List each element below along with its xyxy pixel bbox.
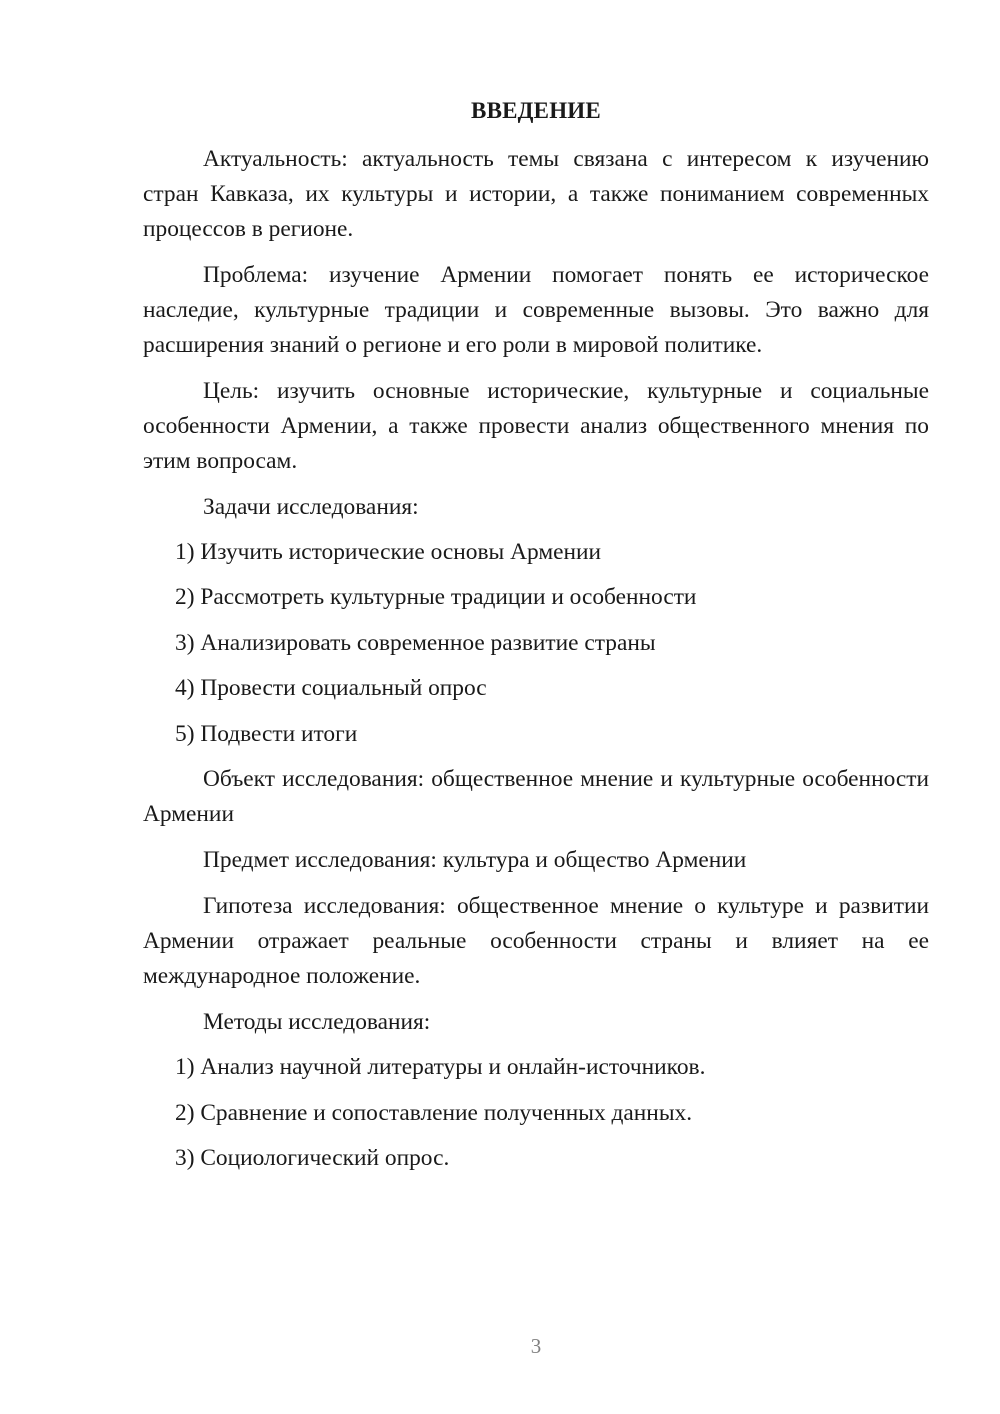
page-number: 3 bbox=[530, 1334, 542, 1358]
page-title: ВВЕДЕНИЕ bbox=[471, 98, 601, 123]
method-item: 1) Анализ научной литературы и онлайн-источников. bbox=[175, 1054, 706, 1080]
task-item: 4) Провести социальный опрос bbox=[175, 675, 487, 701]
methods-heading: Методы исследования: bbox=[203, 1009, 431, 1035]
task-item: 1) Изучить исторические основы Армении bbox=[175, 539, 602, 565]
object-paragraph: Объект исследования: общественное мнение и культурные особенности Армении bbox=[143, 766, 929, 827]
goal-paragraph: Цель: изучить основные исторические, культурные и социальные особенности Армении, а также провести анализ общественного мнения по этим вопросам. bbox=[143, 378, 929, 474]
hypothesis-paragraph: Гипотеза исследования: общественное мнение о культуре и развитии Армении отражает реальные особенности страны и влияет на ее международное положение. bbox=[143, 893, 929, 989]
method-item: 2) Сравнение и сопоставление полученных данных. bbox=[175, 1100, 693, 1126]
method-item: 3) Социологический опрос. bbox=[175, 1145, 450, 1171]
problem-paragraph: Проблема: изучение Армении помогает понять ее историческое наследие, культурные традиции и современные вызовы. Это важно для расширения знаний о регионе и его роли в мировой политике. bbox=[143, 262, 929, 358]
relevance-paragraph: Актуальность: актуальность темы связана с интересом к изучению стран Кавказа, их культуры и истории, а также пониманием современных процессов в регионе. bbox=[143, 146, 929, 242]
subject-paragraph: Предмет исследования: культура и общество Армении bbox=[203, 847, 747, 873]
task-item: 3) Анализировать современное развитие страны bbox=[175, 630, 656, 656]
task-item: 5) Подвести итоги bbox=[175, 721, 358, 747]
tasks-heading: Задачи исследования: bbox=[203, 494, 419, 520]
task-item: 2) Рассмотреть культурные традиции и особенности bbox=[175, 584, 697, 610]
